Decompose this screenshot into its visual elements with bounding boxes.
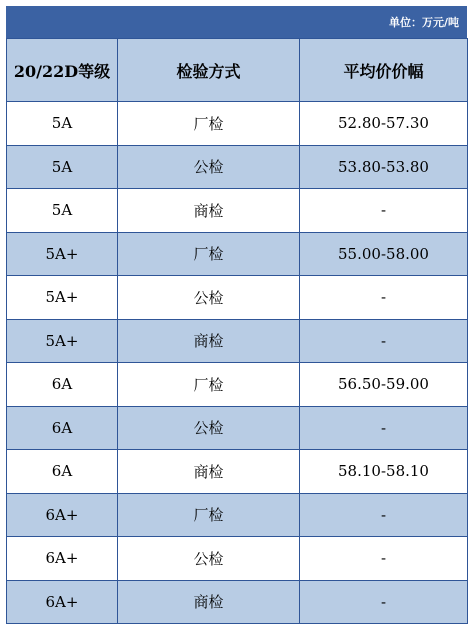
- price-cell: -: [300, 493, 468, 537]
- grade-cell: 6A+: [7, 537, 118, 581]
- table-row: [7, 276, 468, 320]
- grade-cell: 5A: [7, 102, 118, 146]
- method-cell: 厂检: [118, 493, 300, 537]
- grade-cell: 5A+: [7, 276, 118, 320]
- table-row: [7, 580, 468, 624]
- table-row: [7, 189, 468, 233]
- method-cell: 商检: [118, 580, 300, 624]
- method-cell: 厂检: [118, 232, 300, 276]
- table-row: [7, 406, 468, 450]
- method-cell: 厂检: [118, 102, 300, 146]
- price-cell: -: [300, 276, 468, 320]
- header-row: [7, 39, 468, 102]
- grade-cell: 6A: [7, 450, 118, 494]
- table-row: [7, 232, 468, 276]
- unit-bar: [6, 6, 467, 38]
- grade-cell: 5A: [7, 189, 118, 233]
- price-cell: -: [300, 319, 468, 363]
- table-row: [7, 102, 468, 146]
- price-cell: -: [300, 189, 468, 233]
- table-row: [7, 493, 468, 537]
- unit-label: 单位：万元/吨: [388, 16, 459, 29]
- price-cell: -: [300, 580, 468, 624]
- price-cell: 58.10-58.10: [300, 450, 468, 494]
- price-cell: 55.00-58.00: [300, 232, 468, 276]
- method-cell: 商检: [118, 189, 300, 233]
- table-row: [7, 145, 468, 189]
- header-method: 检验方式: [118, 39, 300, 102]
- grade-cell: 5A+: [7, 319, 118, 363]
- table-row: [7, 537, 468, 581]
- header-grade: 20/22D等级: [7, 39, 118, 102]
- table-row: [7, 363, 468, 407]
- table-row: [7, 450, 468, 494]
- method-cell: 公检: [118, 406, 300, 450]
- price-table-container: [6, 6, 467, 624]
- grade-cell: 5A: [7, 145, 118, 189]
- price-cell: -: [300, 537, 468, 581]
- price-table: [6, 38, 468, 624]
- grade-cell: 6A+: [7, 493, 118, 537]
- grade-cell: 6A+: [7, 580, 118, 624]
- price-cell: 56.50-59.00: [300, 363, 468, 407]
- price-cell: 52.80-57.30: [300, 102, 468, 146]
- price-cell: 53.80-53.80: [300, 145, 468, 189]
- method-cell: 公检: [118, 537, 300, 581]
- grade-cell: 6A: [7, 406, 118, 450]
- grade-cell: 6A: [7, 363, 118, 407]
- method-cell: 厂检: [118, 363, 300, 407]
- header-price: 平均价价幅: [300, 39, 468, 102]
- method-cell: 商检: [118, 319, 300, 363]
- price-cell: -: [300, 406, 468, 450]
- table-row: [7, 319, 468, 363]
- method-cell: 商检: [118, 450, 300, 494]
- grade-cell: 5A+: [7, 232, 118, 276]
- method-cell: 公检: [118, 145, 300, 189]
- method-cell: 公检: [118, 276, 300, 320]
